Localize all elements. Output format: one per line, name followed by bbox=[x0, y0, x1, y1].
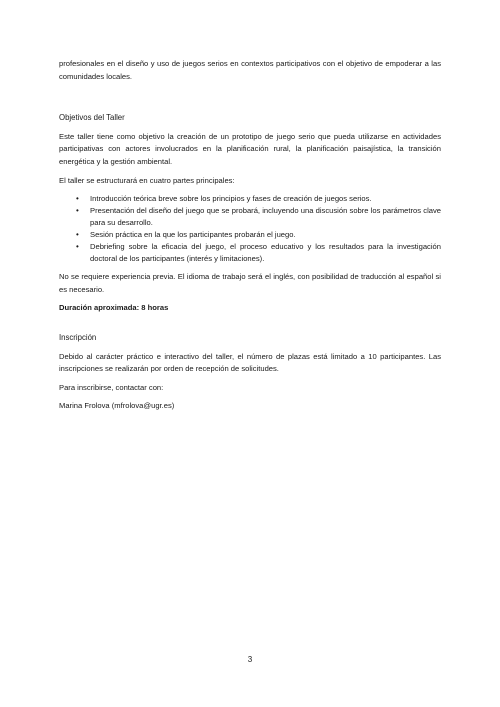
inscripcion-paragraph: Debido al carácter práctico e interactivo del taller, el número de plazas está limitado a 10 participantes. Las inscripciones se realizarán por orden de recepción de solicitudes. bbox=[59, 351, 441, 374]
bullet-icon: • bbox=[76, 242, 79, 252]
experience-note: No se requiere experiencia previa. El idioma de trabajo será el inglés, con posibilidad de traducción al español si es necesario. bbox=[59, 272, 441, 294]
contact-intro-text: Para inscribirse, contactar con: bbox=[59, 382, 164, 392]
intro-continuation-paragraph: profesionales en el diseño y uso de juegos serios en contextos participativos con el objetivo de empoderar a las comunidades locales. bbox=[59, 59, 441, 81]
list-item bbox=[59, 229, 441, 241]
bullet-icon: • bbox=[76, 230, 79, 240]
list-item bbox=[59, 205, 441, 229]
duration-text: Duración aproximada: 8 horas bbox=[59, 303, 169, 313]
inscripcion-heading: Inscripción bbox=[59, 332, 97, 342]
list-item-text: Presentación del diseño del juego que se probará, incluyendo una discusión sobre los parámetros clave para su desarrollo. bbox=[90, 206, 441, 228]
list-item-text: Sesión práctica en la que los participantes probarán el juego. bbox=[90, 230, 296, 240]
list-item bbox=[59, 241, 441, 265]
list-item-text: Debriefing sobre la eficacia del juego, el proceso educativo y los resultados para la investigación doctoral de los participantes (interés y limitaciones). bbox=[90, 242, 441, 264]
objetivos-heading: Objetivos del Taller bbox=[59, 113, 125, 123]
workshop-parts-list bbox=[59, 193, 441, 265]
bullet-icon: • bbox=[76, 206, 79, 216]
list-item bbox=[59, 193, 441, 205]
page-content bbox=[59, 58, 441, 413]
contact-text: Marina Frolova (mfrolova@ugr.es) bbox=[59, 401, 175, 411]
bullet-icon: • bbox=[76, 194, 79, 204]
structure-intro-text: El taller se estructurará en cuatro partes principales: bbox=[59, 175, 235, 185]
page-number: 3 bbox=[247, 655, 253, 664]
objetivos-paragraph: Este taller tiene como objetivo la creación de un prototipo de juego serio que pueda utilizarse en actividades participativas con actores involucrados en la planificación rural, la planificación paisajística, la transición energética y la gestión ambiental. bbox=[59, 131, 441, 166]
list-item-text: Introducción teórica breve sobre los principios y fases de creación de juegos serios. bbox=[90, 194, 372, 204]
